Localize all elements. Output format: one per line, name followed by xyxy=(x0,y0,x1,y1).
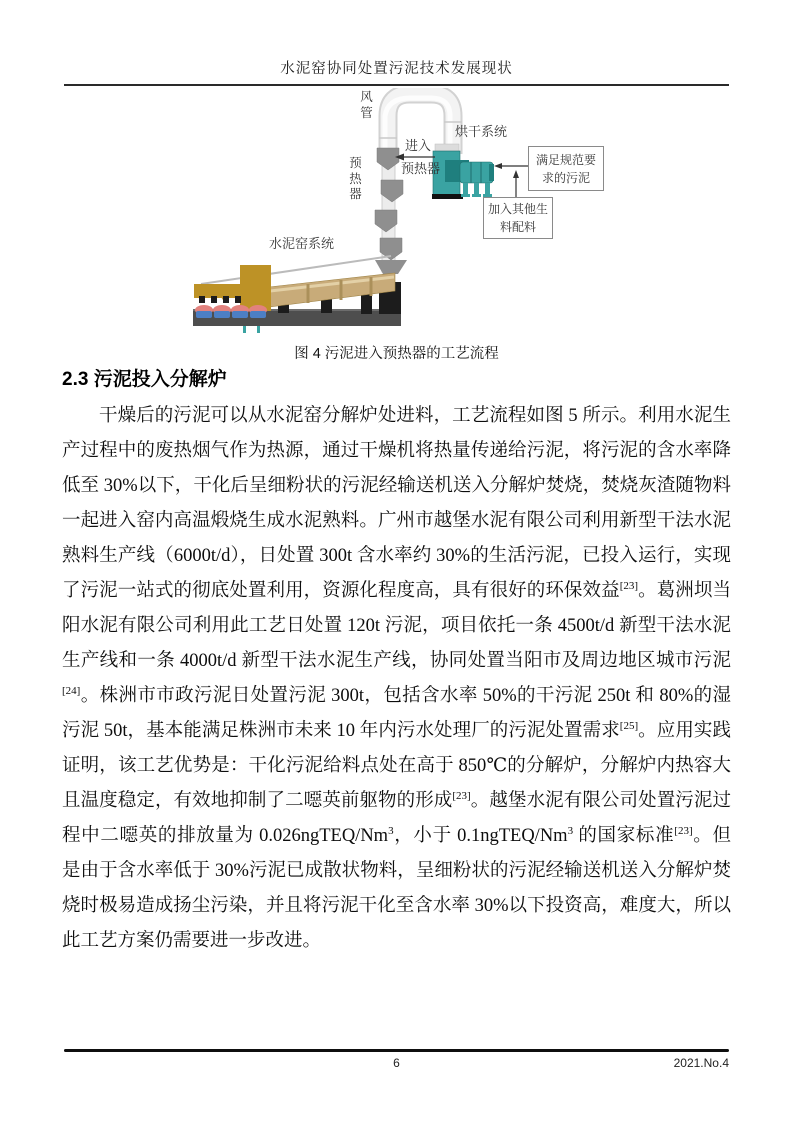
drying-system-label: 烘干系统 xyxy=(455,124,508,139)
body-paragraph: 干燥后的污泥可以从水泥窑分解炉处进料，工艺流程如图 5 所示。利用水泥生产过程中的废热烟气作为热源，通过干燥机将热量传递给污泥，将污泥的含水率降低至 30%以下，干化后呈细粉状的污泥经输送机送入分解炉焚烧，焚烧灰渣随物料一起进入窑内高温煅烧生成水泥熟料。广州市越堡水泥有限公司利用新型干法水泥熟料生产线（6000t/d），日处置 300t 含水率约 30%的生活污泥，已投入运行，实现了污泥一站式的彻底处置利用，资源化程度高，具有很好的环保效益[23]。葛洲坝当阳水泥有限公司利用此工艺日处置 120t 污泥，项目依托一条 4500t/d 新型干法水泥生产线和一条 4000t/d 新型干法水泥生产线，协同处置当阳市及周边地区城市污泥[24]。株洲市市政污泥日处置污泥 300t，包括含水率 50%的干污泥 250t 和 80%的湿污泥 50t，基本能满足株洲市未来 10 年内污水处理厂的污泥处置需求[25]。应用实践证明，该工艺优势是：干化污泥给料点处在高于 850℃的分解炉，分解炉内热容大且温度稳定，有效地抑制了二噁英前躯物的形成[23]。越堡水泥有限公司处置污泥过程中二噁英的排放量为 0.026ngTEQ/Nm$^3$，小于 0.1ngTEQ/Nm$^3$ 的国家标准[23]。但是由于含水率低于 30%污泥已成散状物料，呈细粉状的污泥经输送机送入分解炉焚烧时极易造成扬尘污染，并且将污泥干化至含水率 30%以下投资高，难度大，所以此工艺方案仍需要进一步改进。 xyxy=(62,406,731,951)
arrow-up-icon xyxy=(513,170,519,197)
arrow-sludge-to-dryer-icon xyxy=(494,163,530,169)
enter-preheater-label: 预热器 xyxy=(401,161,441,176)
dryer-unit xyxy=(432,144,494,199)
air-duct-label: 风管 xyxy=(360,90,373,120)
figure4-diagram xyxy=(183,88,613,343)
qualified-sludge-box: 满足规范要 求的污泥 xyxy=(528,146,604,191)
page-number: 6 xyxy=(393,1056,400,1070)
section-heading: 2.3 污泥投入分解炉 xyxy=(62,369,227,390)
page-header-title: 水泥窑协同处置污泥技术发展现状 xyxy=(280,61,513,77)
header-rule xyxy=(64,84,729,86)
footer-rule xyxy=(64,1049,729,1052)
preheater-label: 预热器 xyxy=(349,156,362,202)
enter-label: 进入 xyxy=(405,138,432,153)
figure4-caption: 图 4 污泥进入预热器的工艺流程 xyxy=(294,346,499,362)
raw-materials-box: 加入其他生 料配料 xyxy=(483,197,553,239)
arrow-left-icon xyxy=(395,154,435,161)
rotary-kiln-assembly xyxy=(193,256,401,333)
cement-kiln-system-label: 水泥窑系统 xyxy=(269,236,335,251)
issue-label: 2021.No.4 xyxy=(673,1056,729,1070)
